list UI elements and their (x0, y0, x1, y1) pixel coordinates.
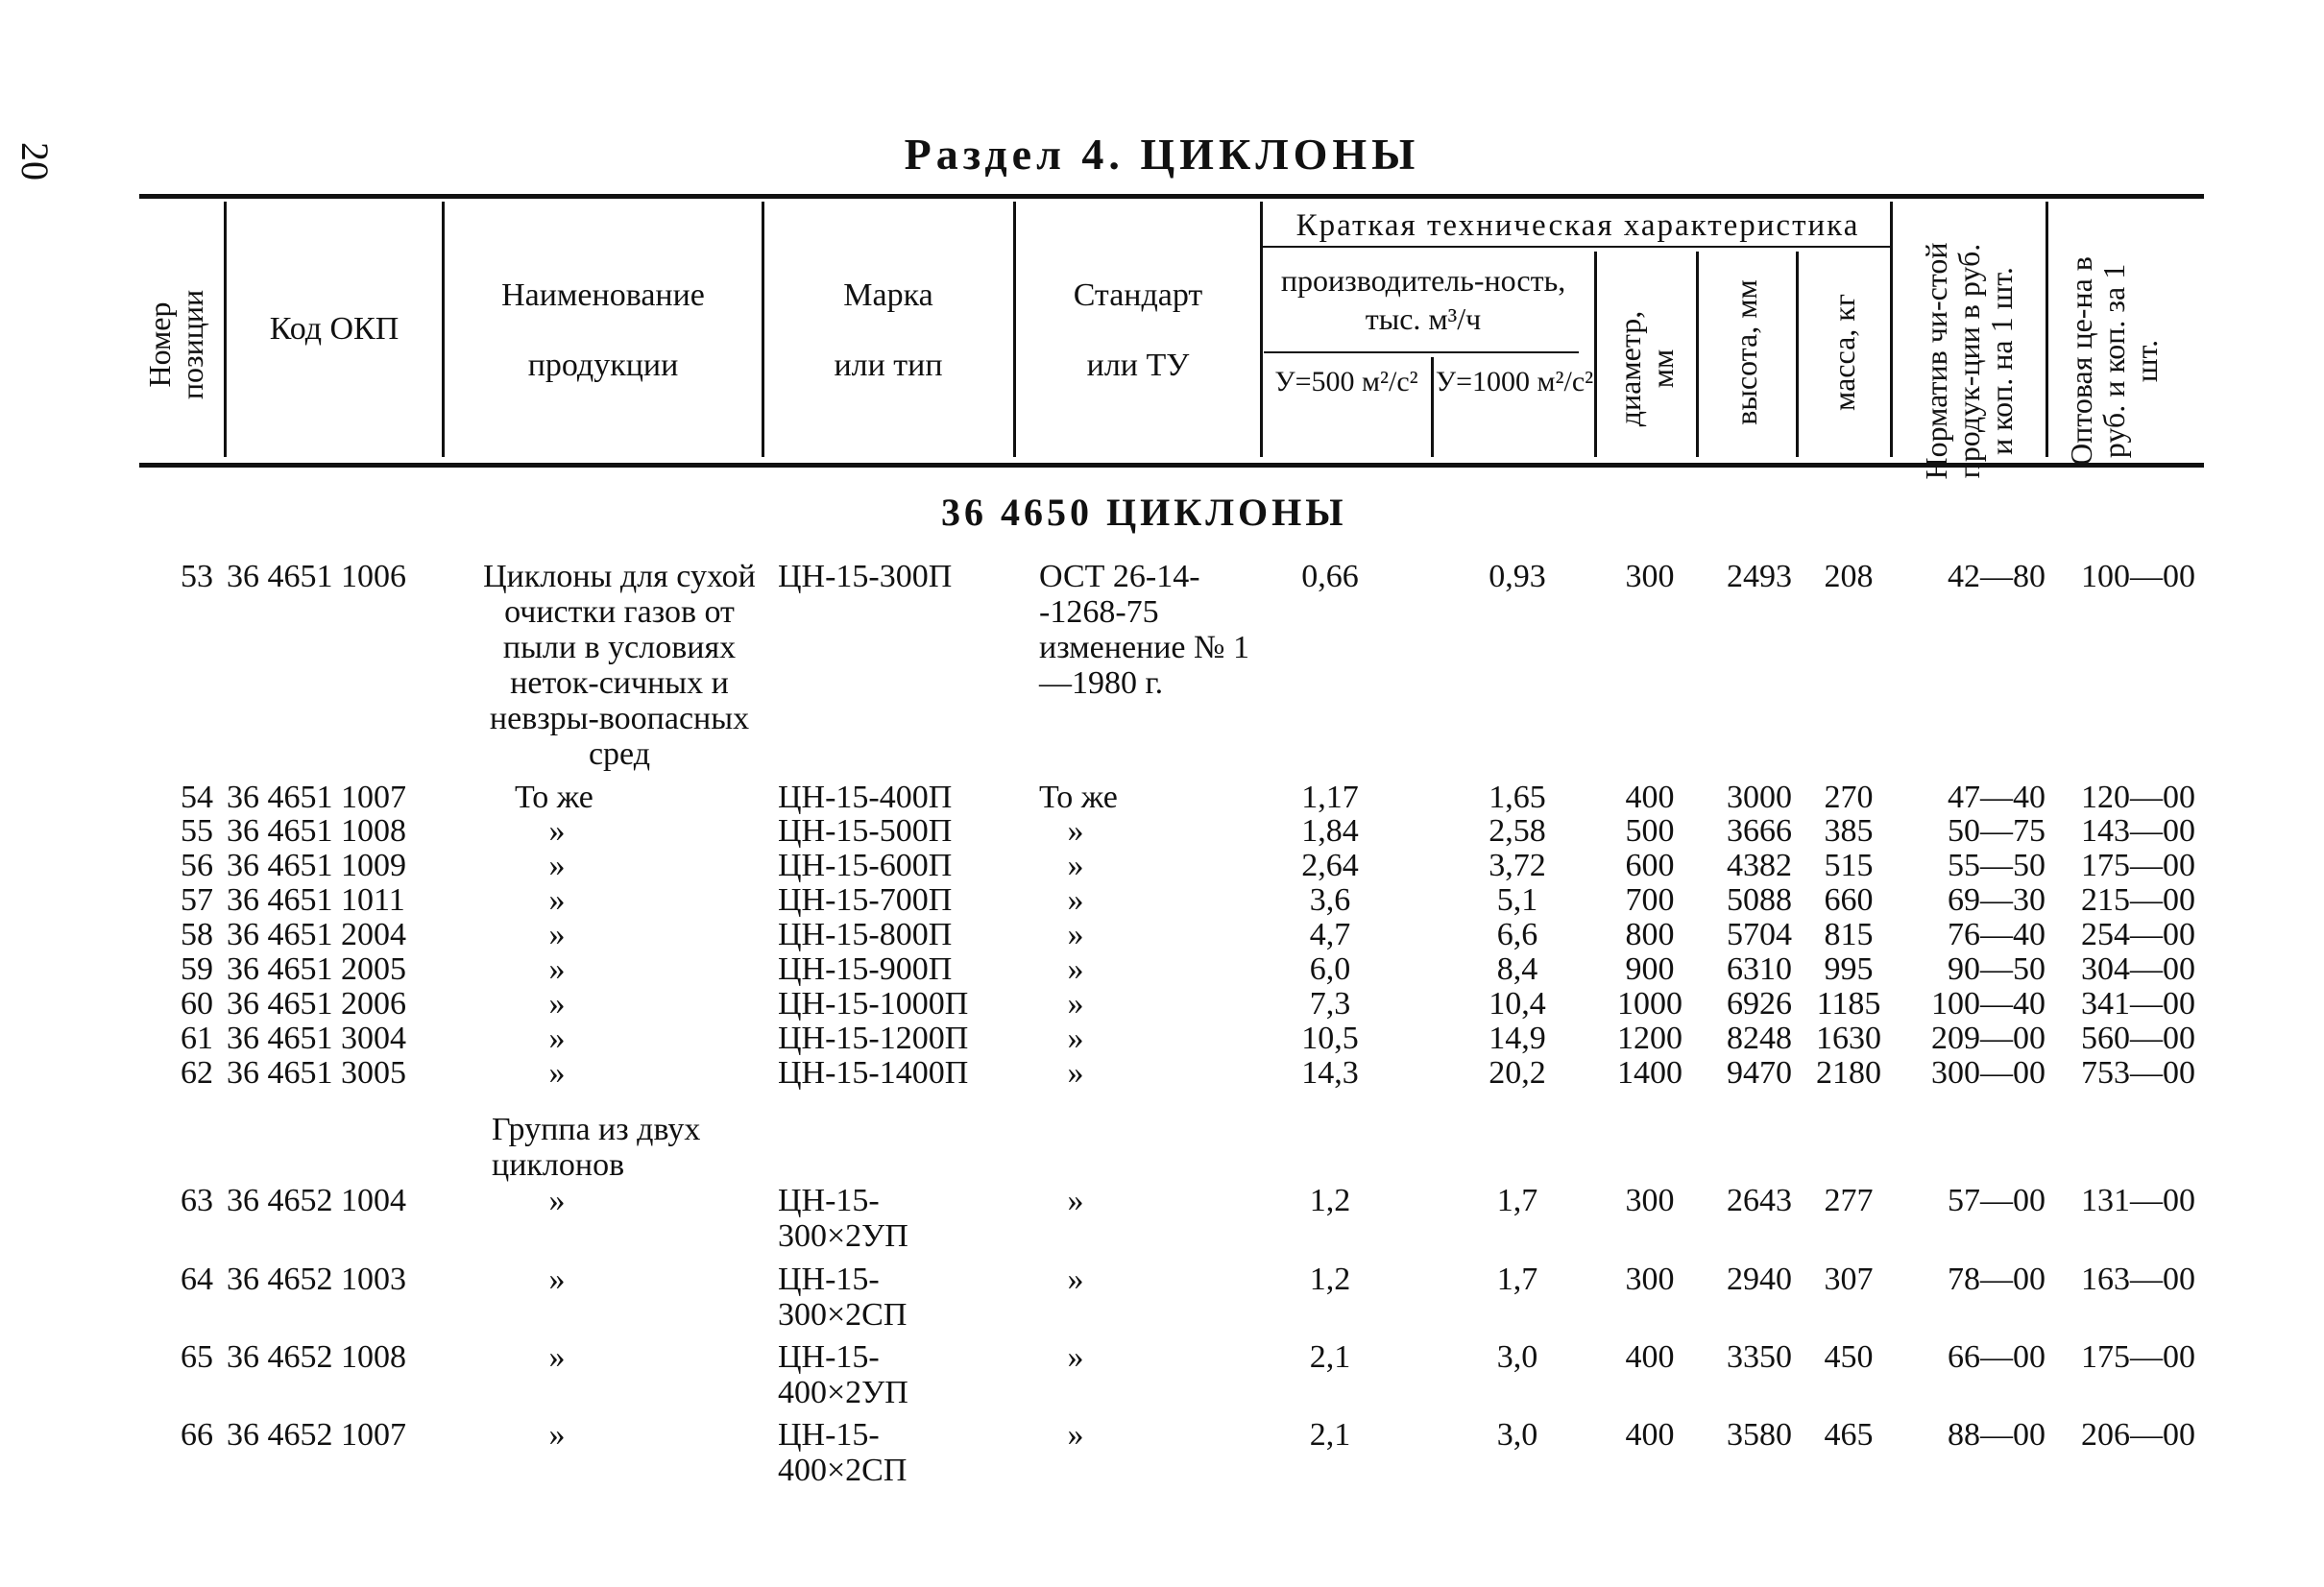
cell-h: 2940 (1727, 1262, 1792, 1297)
cell-dia: 400 (1625, 780, 1675, 815)
cell-code: 36 4652 1004 (227, 1183, 406, 1218)
cell-price: 304—00 (2081, 951, 2195, 987)
cell-code: 36 4651 1006 (227, 559, 406, 594)
cell-p1000: 10,4 (1489, 986, 1546, 1022)
header-position: Номер позиции (142, 289, 209, 400)
cell-dia: 1400 (1617, 1055, 1682, 1091)
cell-code: 36 4651 3004 (227, 1021, 406, 1056)
cell-name: » (548, 1055, 566, 1091)
cell-p500: 4,7 (1309, 917, 1351, 952)
cell-name: То же (515, 780, 593, 815)
cell-norm: 100—40 (1931, 986, 2046, 1022)
cell-pos: 59 (181, 951, 213, 987)
header-tech: Краткая техническая характеристика (1295, 208, 1860, 243)
cell-pos: 57 (181, 882, 213, 918)
cell-std: » (1067, 813, 1084, 849)
cell-h: 4382 (1727, 848, 1792, 883)
header-price: Оптовая це-на в руб. и коп. за 1 шт. (2064, 256, 2164, 466)
cell-norm: 300—00 (1931, 1055, 2046, 1091)
cell-p500: 1,17 (1301, 780, 1359, 815)
cell-h: 9470 (1727, 1055, 1792, 1091)
cell-dia: 600 (1625, 848, 1675, 883)
cell-type: ЦН-15-500П (778, 813, 953, 849)
cell-name: » (548, 917, 566, 952)
cell-name: Циклоны для сухой очистки газов от пыли в условиях неток-сичных и невзры-воопасных сред (483, 559, 756, 772)
cell-pos: 61 (181, 1021, 213, 1056)
header-bottom-rule (139, 463, 2204, 468)
cell-p500: 3,6 (1309, 882, 1351, 918)
cell-norm: 209—00 (1931, 1021, 2046, 1056)
cell-code: 36 4651 2004 (227, 917, 406, 952)
cell-type: ЦН-15-400П (778, 780, 953, 815)
cell-pos: 56 (181, 848, 213, 883)
header-divider (442, 202, 445, 457)
cell-price: 175—00 (2081, 848, 2195, 883)
cell-price: 215—00 (2081, 882, 2195, 918)
cell-code: 36 4651 1009 (227, 848, 406, 883)
cell-h: 3350 (1727, 1339, 1792, 1375)
cell-name: » (548, 882, 566, 918)
cell-p500: 10,5 (1301, 1021, 1359, 1056)
cell-p1000: 2,58 (1489, 813, 1546, 849)
cell-p500: 7,3 (1309, 986, 1351, 1022)
cell-price: 175—00 (2081, 1339, 2195, 1375)
cell-std: » (1067, 1262, 1084, 1297)
cell-pos: 53 (181, 559, 213, 594)
cell-pos: 64 (181, 1262, 213, 1297)
cell-dia: 1200 (1617, 1021, 1682, 1056)
header-divider (2046, 202, 2048, 457)
cell-pos: 55 (181, 813, 213, 849)
cell-norm: 55—50 (1948, 848, 2046, 883)
cell-name: » (548, 951, 566, 987)
cell-std: » (1067, 848, 1084, 883)
cell-p1000: 20,2 (1489, 1055, 1546, 1091)
cell-p1000: 3,0 (1496, 1417, 1538, 1453)
cell-std: ОСТ 26-14--1268-75 изменение № 1—1980 г. (1039, 559, 1249, 701)
cell-std: То же (1039, 780, 1118, 815)
cell-dia: 300 (1625, 1183, 1675, 1218)
cell-dia: 300 (1625, 559, 1675, 594)
header-top-rule (139, 194, 2204, 199)
cell-h: 3666 (1727, 813, 1792, 849)
header-divider (1013, 202, 1016, 457)
cell-std: » (1067, 1055, 1084, 1091)
header-divider (1696, 252, 1699, 457)
cell-price: 131—00 (2081, 1183, 2195, 1218)
cell-dia: 900 (1625, 951, 1675, 987)
header-height: высота, мм (1729, 279, 1763, 425)
cell-h: 3000 (1727, 780, 1792, 815)
cell-p1000: 1,7 (1496, 1183, 1538, 1218)
cell-p1000: 3,0 (1496, 1339, 1538, 1375)
cell-norm: 69—30 (1948, 882, 2046, 918)
cell-m: 660 (1824, 882, 1874, 918)
cell-type: ЦН-15-1200П (778, 1021, 969, 1056)
cell-name: » (548, 1183, 566, 1218)
cell-type: ЦН-15-700П (778, 882, 953, 918)
cell-m: 450 (1824, 1339, 1874, 1375)
cell-std: » (1067, 882, 1084, 918)
cell-norm: 78—00 (1948, 1262, 2046, 1297)
cell-m: 307 (1824, 1262, 1874, 1297)
cell-h: 3580 (1727, 1417, 1792, 1453)
cell-price: 560—00 (2081, 1021, 2195, 1056)
cell-price: 206—00 (2081, 1417, 2195, 1453)
cell-h: 2643 (1727, 1183, 1792, 1218)
cell-type: ЦН-15-900П (778, 951, 953, 987)
cell-m: 815 (1824, 917, 1874, 952)
cell-m: 995 (1824, 951, 1874, 987)
cell-m: 2180 (1816, 1055, 1881, 1091)
header-name-l2: продукции (527, 348, 679, 383)
cell-pos: 60 (181, 986, 213, 1022)
section-title: Раздел 4. ЦИКЛОНЫ (904, 130, 1420, 179)
header-divider (1260, 202, 1263, 457)
cell-dia: 800 (1625, 917, 1675, 952)
header-divider (1594, 252, 1597, 457)
cell-p1000: 0,93 (1489, 559, 1546, 594)
cell-p500: 2,64 (1301, 848, 1359, 883)
cell-type: ЦН-15-1000П (778, 986, 969, 1022)
cell-code: 36 4651 2006 (227, 986, 406, 1022)
cell-p1000: 6,6 (1496, 917, 1538, 952)
cell-p1000: 14,9 (1489, 1021, 1546, 1056)
cell-norm: 76—40 (1948, 917, 2046, 952)
cell-code: 36 4651 1008 (227, 813, 406, 849)
header-y500: У=500 м²/с² (1274, 366, 1418, 397)
cell-type: ЦН-15-800П (778, 917, 953, 952)
cell-pos: 58 (181, 917, 213, 952)
cell-m: 277 (1824, 1183, 1874, 1218)
header-diameter: диаметр, мм (1612, 310, 1680, 427)
cell-name: » (548, 986, 566, 1022)
cell-norm: 66—00 (1948, 1339, 2046, 1375)
cell-p1000: 3,72 (1489, 848, 1546, 883)
cell-price: 120—00 (2081, 780, 2195, 815)
cell-p1000: 1,7 (1496, 1262, 1538, 1297)
cell-m: 208 (1824, 559, 1874, 594)
cell-h: 5704 (1727, 917, 1792, 952)
cell-type: ЦН-15-300П (778, 559, 953, 594)
header-norm: Норматив чи-стой продук-ции в руб. и коп. на 1 шт. (1919, 242, 2019, 480)
cell-norm: 57—00 (1948, 1183, 2046, 1218)
cell-h: 6310 (1727, 951, 1792, 987)
cell-p500: 2,1 (1309, 1417, 1351, 1453)
cell-p500: 14,3 (1301, 1055, 1359, 1091)
cell-p500: 1,2 (1309, 1183, 1351, 1218)
cell-type: ЦН-15-1400П (778, 1055, 969, 1091)
cell-price: 143—00 (2081, 813, 2195, 849)
cell-pos: 54 (181, 780, 213, 815)
cell-m: 1185 (1816, 986, 1881, 1022)
cell-std: » (1067, 1021, 1084, 1056)
cell-h: 5088 (1727, 882, 1792, 918)
header-divider (762, 202, 764, 457)
cell-dia: 300 (1625, 1262, 1675, 1297)
cell-pos: 62 (181, 1055, 213, 1091)
cell-code: 36 4651 1007 (227, 780, 406, 815)
cell-pos: 65 (181, 1339, 213, 1375)
cell-price: 753—00 (2081, 1055, 2195, 1091)
cell-h: 2493 (1727, 559, 1792, 594)
header-okp-code: Код ОКП (269, 311, 399, 347)
header-name-l1: Наименование (501, 277, 705, 313)
cell-code: 36 4652 1003 (227, 1262, 406, 1297)
cell-norm: 88—00 (1948, 1417, 2046, 1453)
cell-std: » (1067, 951, 1084, 987)
cell-pos: 66 (181, 1417, 213, 1453)
subgroup-label: Группа из двух циклонов (492, 1112, 701, 1183)
cell-type: ЦН-15-300×2УП (778, 1183, 908, 1254)
cell-type: ЦН-15-300×2СП (778, 1262, 908, 1333)
cell-norm: 90—50 (1948, 951, 2046, 987)
cell-p500: 1,84 (1301, 813, 1359, 849)
cell-norm: 50—75 (1948, 813, 2046, 849)
cell-name: » (548, 1339, 566, 1375)
cell-price: 163—00 (2081, 1262, 2195, 1297)
header-capacity: производитель-ность, тыс. м³/ч (1280, 263, 1566, 336)
cell-type: ЦН-15-400×2УП (778, 1339, 908, 1410)
cell-m: 1630 (1816, 1021, 1881, 1056)
header-standard-l1: Стандарт (1073, 277, 1203, 313)
cell-dia: 700 (1625, 882, 1675, 918)
capacity-subrule (1264, 351, 1579, 353)
cell-p500: 6,0 (1309, 951, 1351, 987)
cell-name: » (548, 813, 566, 849)
cell-code: 36 4652 1007 (227, 1417, 406, 1453)
cell-name: » (548, 1021, 566, 1056)
cell-name: » (548, 1262, 566, 1297)
cell-dia: 1000 (1617, 986, 1682, 1022)
cell-code: 36 4651 2005 (227, 951, 406, 987)
cell-std: » (1067, 917, 1084, 952)
cell-name: » (548, 1417, 566, 1453)
cell-price: 341—00 (2081, 986, 2195, 1022)
cell-price: 100—00 (2081, 559, 2195, 594)
cell-p500: 0,66 (1301, 559, 1359, 594)
cell-code: 36 4651 3005 (227, 1055, 406, 1091)
cell-std: » (1067, 1183, 1084, 1218)
header-type-l2: или тип (834, 348, 943, 383)
header-mass: масса, кг (1827, 294, 1861, 411)
cell-dia: 500 (1625, 813, 1675, 849)
cell-p500: 2,1 (1309, 1339, 1351, 1375)
header-divider (1796, 252, 1799, 457)
cell-std: » (1067, 1339, 1084, 1375)
cell-h: 6926 (1727, 986, 1792, 1022)
cell-m: 385 (1824, 813, 1874, 849)
cell-type: ЦН-15-600П (778, 848, 953, 883)
cell-h: 8248 (1727, 1021, 1792, 1056)
cell-m: 270 (1824, 780, 1874, 815)
header-standard-l2: или ТУ (1086, 348, 1190, 383)
header-type-l1: Марка (843, 277, 933, 313)
page-number: 20 (13, 142, 57, 180)
cell-p1000: 1,65 (1489, 780, 1546, 815)
cell-std: » (1067, 986, 1084, 1022)
cell-dia: 400 (1625, 1339, 1675, 1375)
cell-p500: 1,2 (1309, 1262, 1351, 1297)
cell-p1000: 5,1 (1496, 882, 1538, 918)
cell-m: 465 (1824, 1417, 1874, 1453)
cell-dia: 400 (1625, 1417, 1675, 1453)
cell-p1000: 8,4 (1496, 951, 1538, 987)
cell-code: 36 4652 1008 (227, 1339, 406, 1375)
cell-m: 515 (1824, 848, 1874, 883)
group-title: 36 4650 ЦИКЛОНЫ (941, 491, 1347, 534)
cell-norm: 42—80 (1948, 559, 2046, 594)
cell-std: » (1067, 1417, 1084, 1453)
cell-name: » (548, 848, 566, 883)
header-divider (1431, 357, 1434, 457)
cell-price: 254—00 (2081, 917, 2195, 952)
cell-type: ЦН-15-400×2СП (778, 1417, 908, 1488)
header-y1000: У=1000 м²/с² (1435, 366, 1594, 397)
cell-code: 36 4651 1011 (227, 882, 405, 918)
cell-pos: 63 (181, 1183, 213, 1218)
cell-norm: 47—40 (1948, 780, 2046, 815)
